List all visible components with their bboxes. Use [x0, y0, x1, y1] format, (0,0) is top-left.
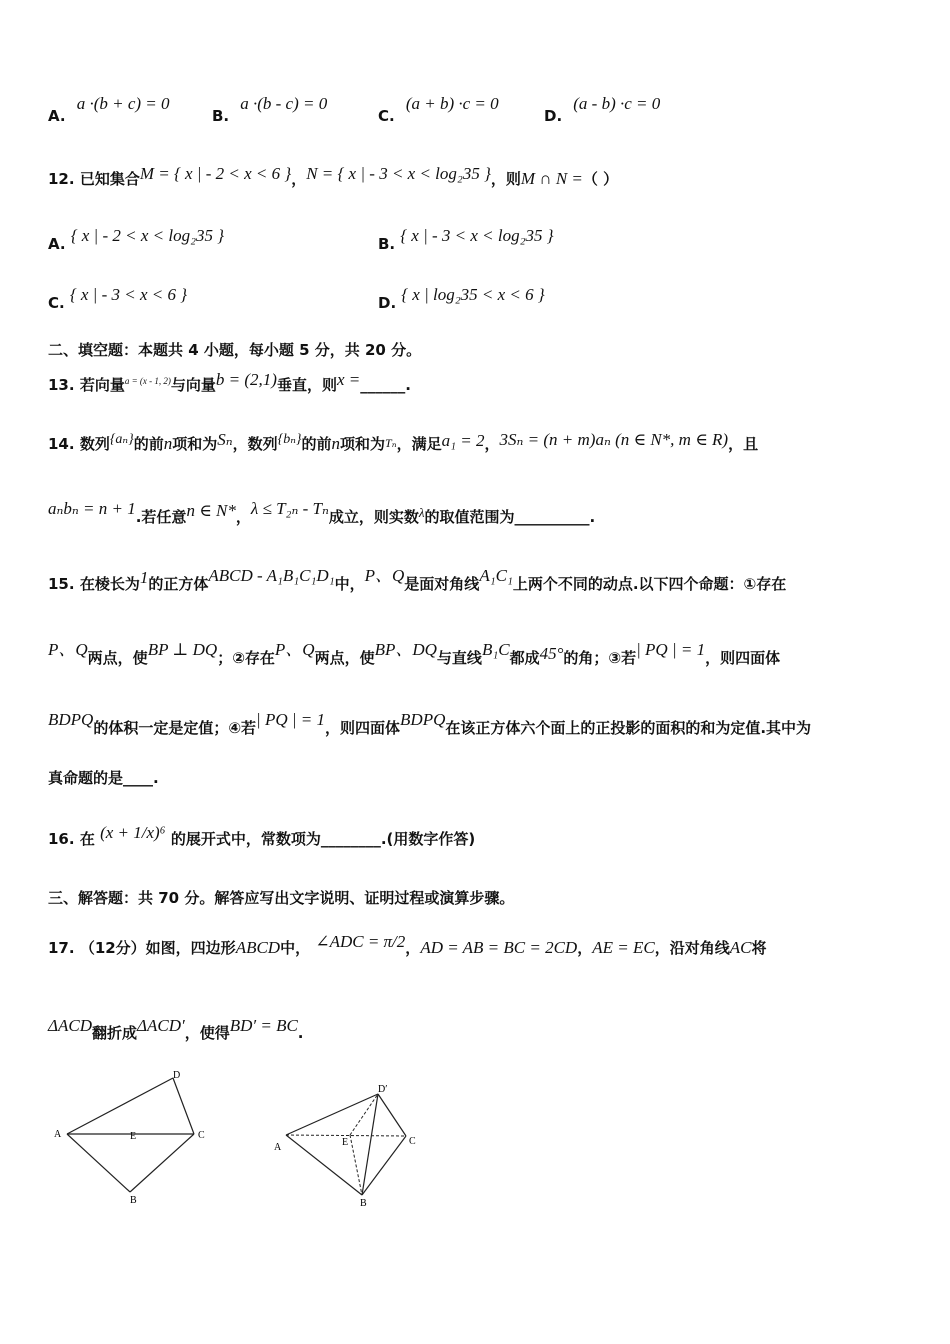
q14-text: 项和为 [172, 435, 218, 453]
lambda-symbol: λ [418, 505, 425, 520]
q11-option-d [544, 94, 661, 126]
line-b1c: B₁C [481, 640, 510, 659]
edge-bc [362, 1136, 406, 1195]
q15-text: 是面对角线 [404, 575, 480, 593]
length-condition: BD′ = BC [229, 1016, 298, 1035]
option-expr: { x | - 2 < x < log₂35 } [70, 226, 225, 245]
q13-text: 垂直，则 [276, 376, 337, 394]
product-relation: aₙbₙ = n + 1 [48, 499, 136, 518]
recurrence-relation: 3Sₙ = (n + m)aₙ (n ∈ N*, m ∈ R) [499, 430, 729, 449]
segment-eb-hidden [350, 1135, 362, 1195]
comma: ， [291, 170, 307, 188]
q15-text: 的角；③若 [563, 649, 637, 667]
option-label: A. [48, 107, 66, 125]
edge-length: 1 [139, 568, 149, 587]
answer-blank: __________ [514, 508, 590, 526]
option-expr: { x | log₂35 < x < 6 } [401, 285, 545, 304]
option-expr: a ·(b - c) = 0 [240, 94, 328, 113]
q12-text: 已知集合 [79, 170, 140, 188]
q14-text: 的前 [301, 435, 332, 453]
edge-ab [67, 1134, 130, 1192]
q11-option-a [48, 94, 170, 126]
sequence-a: {aₙ} [109, 432, 134, 447]
q15-text: 真命题的是 [48, 769, 124, 787]
edge-ad-prime [286, 1094, 378, 1135]
q17-text: ， [577, 939, 593, 957]
triangle-acd-prime: ΔACD′ [137, 1016, 185, 1035]
q14-text: 成立，则实数 [328, 508, 419, 526]
vertex-label-b: B [130, 1195, 137, 1206]
q11-option-c [378, 94, 499, 126]
pq-length: | PQ | = 1 [636, 640, 706, 659]
option-expr: a ·(b + c) = 0 [76, 94, 170, 113]
q14-text: ，满足 [396, 435, 442, 453]
quadrilateral-figure [50, 1068, 230, 1210]
q12-option-c [48, 285, 188, 312]
q15-text: ；②存在 [217, 649, 275, 667]
q14-text: ， [235, 508, 251, 526]
q15-text: 的体积一定是定值；④若 [93, 719, 257, 737]
angle-45: 45° [539, 644, 564, 663]
option-expr: (a + b) ·c = 0 [405, 94, 499, 113]
q15-stem-line4 [48, 767, 159, 788]
vertex-label-a: A [274, 1142, 282, 1153]
q17-text: ，沿对角线 [654, 939, 730, 957]
q14-text: ， [484, 435, 500, 453]
q14-text: .若任意 [135, 508, 187, 526]
answer-blank: ________ [320, 830, 381, 848]
vertex-label-b: B [360, 1198, 367, 1209]
n-variable: n [331, 434, 341, 453]
period: . [297, 1024, 304, 1042]
points-pq: P、Q [274, 640, 315, 659]
q16-text: 在 [79, 830, 95, 848]
question-number: 17. [48, 939, 75, 957]
q15-text: 中， [334, 575, 365, 593]
quadrilateral-name: ABCD [235, 938, 281, 957]
vertex-label-e: E [342, 1137, 349, 1148]
question-number: 16. [48, 830, 75, 848]
q15-text: 与直线 [436, 649, 482, 667]
option-label: D. [544, 107, 563, 125]
n-variable: n [163, 434, 173, 453]
edge-bc [130, 1134, 194, 1192]
q16-text: .(用数字作答) [380, 830, 476, 848]
q15-stem-line2 [48, 640, 781, 668]
answer-blank: ____ [123, 769, 154, 787]
q15-text: 两点，使 [314, 649, 375, 667]
points-pq: P、Q [48, 640, 88, 659]
set-m: M = { x | - 2 < x < 6 } [139, 164, 292, 183]
question-number: 15. [48, 575, 75, 593]
edge-ad [67, 1078, 173, 1134]
q12-option-a [48, 226, 225, 253]
q14-stem [48, 430, 759, 454]
q15-text: 上两个不同的动点.以下四个命题：①存在 [512, 575, 787, 593]
q12-text: ，则 [490, 170, 521, 188]
q14-text: 的前 [133, 435, 164, 453]
q11-option-b [212, 94, 328, 126]
vector-b: b = (2,1) [215, 370, 277, 389]
vertex-label-c: C [198, 1130, 205, 1141]
q15-text: 在棱长为 [79, 575, 140, 593]
q17-stem-line2 [48, 1016, 304, 1043]
perpendicular-expr: BP ⊥ DQ [147, 640, 218, 659]
q17-text: （12分）如图，四边形 [79, 939, 236, 957]
q12-option-d [378, 285, 545, 312]
lambda-inequality: λ ≤ T₂ₙ - Tₙ [250, 499, 329, 518]
q13-text: 与向量 [170, 376, 216, 394]
q12-stem [48, 164, 619, 189]
q16-stem [48, 823, 476, 849]
q15-text: ，则四面体 [325, 719, 401, 737]
vertex-label-e: E [130, 1131, 137, 1142]
lines-bp-dq: BP、DQ [374, 640, 437, 659]
length-equality: AD = AB = BC = 2CD [420, 938, 578, 957]
answer-paren: （ ） [582, 170, 619, 188]
question-number: 13. [48, 376, 75, 394]
points-pq: P、Q [364, 566, 405, 585]
n-condition: n ∈ N* [186, 501, 236, 520]
option-label: C. [378, 107, 395, 125]
q13-stem [48, 370, 411, 395]
sequence-b: {bₙ} [277, 432, 302, 447]
edge-dc [173, 1078, 194, 1134]
q16-text: 的展开式中，常数项为 [170, 830, 321, 848]
period: . [405, 376, 411, 394]
q14-text: 数列 [79, 435, 110, 453]
edge-bd-prime [362, 1094, 378, 1195]
diagonal-ac: AC [729, 938, 752, 957]
q15-text: 两点，使 [87, 649, 148, 667]
vertex-label-d-prime: D′ [378, 1084, 388, 1095]
question-number: 14. [48, 435, 75, 453]
option-label: C. [48, 294, 65, 312]
option-label: B. [212, 107, 230, 125]
folded-figure [270, 1080, 430, 1210]
q13-text: 若向量 [79, 376, 125, 394]
q14-stem-line2 [48, 499, 596, 527]
intersection-expr: M ∩ N = [520, 169, 583, 188]
diagonal-a1c1: A₁C₁ [479, 566, 513, 585]
period: . [589, 508, 596, 526]
q14-text: ，数列 [232, 435, 278, 453]
tetrahedron-name: BDPQ [48, 710, 94, 729]
q17-text: 翻折成 [91, 1024, 137, 1042]
q15-text: 在该正方体六个面上的正投影的面积的和为定值.其中为 [445, 719, 812, 737]
q17-text: 将 [751, 939, 767, 957]
option-label: A. [48, 235, 66, 253]
q14-text: ，且 [728, 435, 759, 453]
option-label: D. [378, 294, 397, 312]
sum-t: Tₙ [385, 436, 397, 450]
question-number: 12. [48, 170, 75, 188]
q17-text: ， [405, 939, 421, 957]
set-n: N = { x | - 3 < x < log₂35 } [306, 164, 491, 183]
q14-text: 的取值范围为 [424, 508, 515, 526]
q17-stem [48, 932, 767, 958]
section-heading-solutions: 三、解答题：共 70 分。解答应写出文字说明、证明过程或演算步骤。 [48, 889, 515, 907]
cube-name: ABCD - A₁B₁C₁D₁ [208, 566, 335, 585]
triangle-acd: ΔACD [48, 1016, 92, 1035]
q15-text: 的正方体 [148, 575, 209, 593]
edge-d-prime-c [378, 1094, 406, 1136]
vertex-label-d: D [173, 1070, 181, 1081]
x-variable: x = [336, 370, 361, 389]
q15-text: 都成 [509, 649, 540, 667]
option-label: B. [378, 235, 396, 253]
q15-stem-line3 [48, 710, 812, 738]
q14-text: 项和为 [340, 435, 386, 453]
tetrahedron-name: BDPQ [400, 710, 446, 729]
q12-option-b [378, 226, 554, 253]
vertex-label-c: C [409, 1136, 416, 1147]
q17-text: ，使得 [184, 1024, 230, 1042]
right-angle-expr: ∠ADC = π/2 [315, 932, 406, 951]
initial-term: a₁ = 2 [441, 431, 485, 450]
midpoint-equality: AE = EC [592, 938, 655, 957]
q17-text: 中， [280, 939, 311, 957]
edge-ab [286, 1135, 362, 1195]
q15-text: ，则四面体 [705, 649, 781, 667]
period: . [153, 769, 159, 787]
section-heading-fill-in: 二、填空题：本题共 4 小题，每小题 5 分，共 20 分。 [48, 341, 422, 359]
binomial-expr: (x + 1/x)⁶ [100, 823, 166, 842]
vertex-label-a: A [54, 1129, 62, 1140]
vector-a: a = (x - 1, 2) [124, 376, 171, 386]
answer-blank: ______ [360, 376, 406, 394]
q15-stem [48, 566, 787, 594]
option-expr: (a - b) ·c = 0 [573, 94, 661, 113]
sum-s: Sₙ [217, 430, 233, 449]
option-expr: { x | - 3 < x < 6 } [69, 285, 188, 304]
option-expr: { x | - 3 < x < log₂35 } [400, 226, 554, 245]
diagonal-ac-hidden [286, 1135, 406, 1136]
pq-length: | PQ | = 1 [256, 710, 326, 729]
